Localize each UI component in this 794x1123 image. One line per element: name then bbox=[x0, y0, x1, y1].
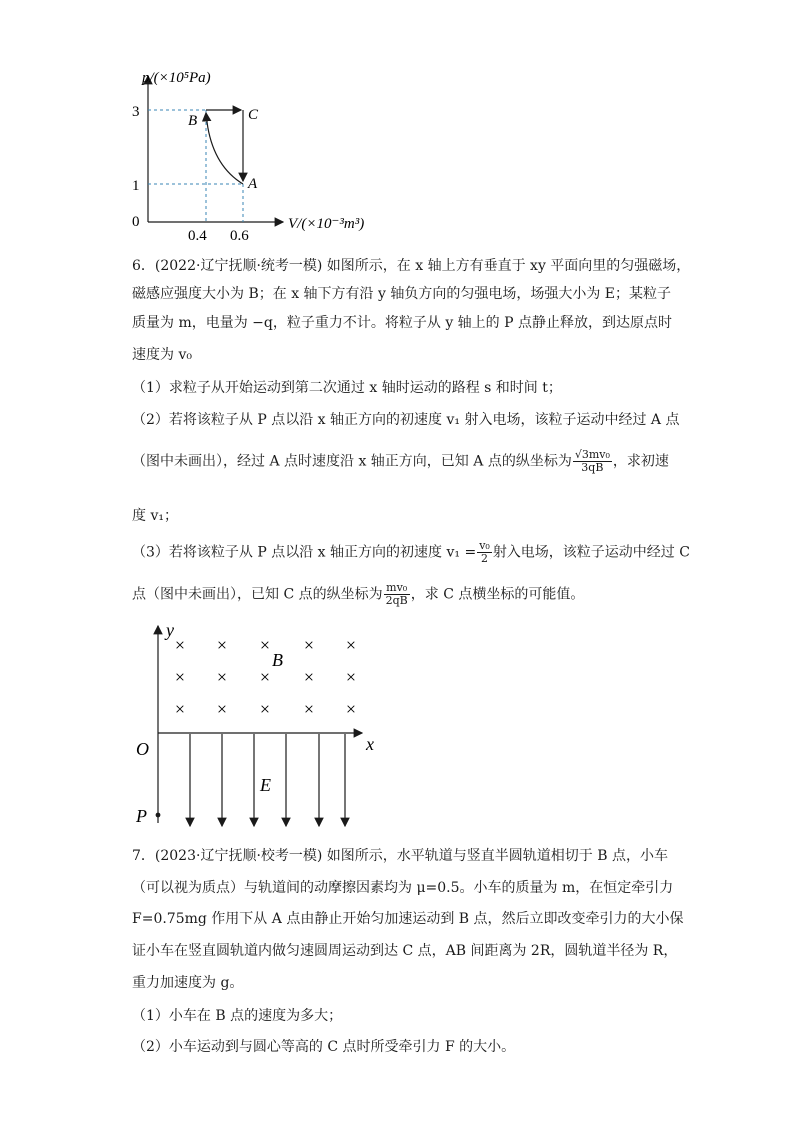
cross-mark: × bbox=[259, 667, 271, 687]
label-c: C bbox=[248, 107, 259, 123]
point-p-dot bbox=[156, 813, 161, 818]
tick-v04: 0.4 bbox=[188, 228, 207, 242]
q6-sub3-fraction2 bbox=[384, 582, 410, 607]
label-origin: O bbox=[136, 739, 149, 759]
cross-mark: × bbox=[303, 667, 315, 687]
q6-sub3-line1-b: 射入电场，该粒子运动中经过 C bbox=[492, 544, 690, 561]
magnetic-field-crosses bbox=[175, 635, 356, 719]
q6-sub2-line2 bbox=[132, 449, 669, 474]
tick-v06: 0.6 bbox=[230, 228, 249, 242]
cross-mark: × bbox=[303, 699, 315, 719]
pv-x-label: V/(×10⁻³m³) bbox=[288, 216, 365, 232]
label-point-p: P bbox=[136, 806, 147, 826]
cross-mark: × bbox=[345, 699, 357, 719]
tick-origin: 0 bbox=[132, 214, 140, 230]
q6-sub3-fraction1 bbox=[477, 540, 492, 565]
q6-sub2-frac-den: 3qB bbox=[581, 461, 604, 474]
tick-p3: 3 bbox=[132, 104, 140, 120]
cross-mark: × bbox=[216, 699, 228, 719]
tick-p1: 1 bbox=[132, 178, 140, 194]
cross-mark: × bbox=[174, 667, 186, 687]
pv-graph bbox=[128, 62, 398, 242]
label-x-axis: x bbox=[366, 734, 374, 754]
q6-sub3-line1-a: （3）若将该粒子从 P 点以沿 x 轴正方向的初速度 v₁ = bbox=[132, 544, 477, 561]
q6-line3: 质量为 m，电量为 −q，粒子重力不计。将粒子从 y 轴上的 P 点静止释放，到达原点时 bbox=[132, 315, 672, 331]
q7-sub1: （1）小车在 B 点的速度为多大； bbox=[132, 1008, 343, 1024]
q6-sub1: （1）求粒子从开始运动到第二次通过 x 轴时运动的路程 s 和时间 t； bbox=[132, 380, 562, 396]
q7-line3: F=0.75mg 作用下从 A 点由静止开始匀加速运动到 B 点，然后立即改变牵引力的大小保 bbox=[132, 911, 684, 927]
q7-line5: 重力加速度为 g。 bbox=[132, 975, 244, 991]
q6-line4: 速度为 v₀ bbox=[132, 347, 192, 363]
cross-mark: × bbox=[345, 635, 357, 655]
cross-mark: × bbox=[303, 635, 315, 655]
q6-sub3-frac1-num: v₀ bbox=[479, 539, 490, 552]
label-a: A bbox=[248, 176, 258, 192]
pv-y-label: p/(×10⁵Pa) bbox=[142, 70, 211, 86]
q6-sub2-line2-b: ，求初速 bbox=[612, 453, 669, 470]
label-field-b: B bbox=[272, 650, 283, 670]
cross-mark: × bbox=[259, 635, 271, 655]
cross-mark: × bbox=[174, 635, 186, 655]
field-diagram bbox=[132, 618, 392, 830]
q7-line4: 证小车在竖直圆轨道内做匀速圆周运动到达 C 点，AB 间距离为 2R，圆轨道半径为 R， bbox=[132, 943, 678, 959]
q6-sub2-line1: （2）若将该粒子从 P 点以沿 x 轴正方向的初速度 v₁ 射入电场，该粒子运动中经过 A 点 bbox=[132, 412, 680, 428]
cross-mark: × bbox=[174, 699, 186, 719]
q6-sub2-fraction bbox=[573, 449, 612, 474]
cross-mark: × bbox=[216, 635, 228, 655]
label-b: B bbox=[188, 113, 198, 129]
q6-sub2-line2-a: （图中未画出），经过 A 点时速度沿 x 轴正方向，已知 A 点的纵坐标为 bbox=[132, 453, 572, 470]
label-field-e: E bbox=[260, 775, 271, 795]
q7-line1: 7．(2023·辽宁抚顺·校考一模) 如图所示，水平轨道与竖直半圆轨道相切于 B 点，小车 bbox=[132, 848, 668, 864]
q6-line2: 磁感应强度大小为 B；在 x 轴下方有沿 y 轴负方向的匀强电场，场强大小为 E；某粒子 bbox=[132, 286, 672, 302]
cross-mark: × bbox=[345, 667, 357, 687]
q6-sub3-line2-b: ，求 C 点横坐标的可能值。 bbox=[410, 586, 585, 603]
q7-line2: （可以视为质点）与轨道间的动摩擦因素均为 μ=0.5。小车的质量为 m，在恒定牵引力 bbox=[132, 880, 674, 896]
q6-sub3-line2 bbox=[132, 582, 584, 607]
process-a-to-b bbox=[206, 113, 243, 184]
cross-mark: × bbox=[259, 699, 271, 719]
q6-sub3-frac2-den: 2qB bbox=[385, 594, 408, 607]
q6-sub3-frac2-num: mv₀ bbox=[384, 582, 410, 595]
cross-mark: × bbox=[216, 667, 228, 687]
q6-sub2-line3: 度 v₁； bbox=[132, 508, 178, 524]
q6-sub3-frac1-den: 2 bbox=[481, 552, 488, 565]
q6-sub3-line1 bbox=[132, 540, 690, 565]
label-y-axis: y bbox=[166, 620, 174, 640]
q6-sub2-frac-num: √3mv₀ bbox=[574, 448, 610, 461]
q6-sub3-line2-a: 点（图中未画出），已知 C 点的纵坐标为 bbox=[132, 586, 383, 603]
q6-line1: 6．(2022·辽宁抚顺·统考一模) 如图所示，在 x 轴上方有垂直于 xy 平面向里的匀强磁场， bbox=[132, 258, 691, 274]
q7-sub2: （2）小车运动到与圆心等高的 C 点时所受牵引力 F 的大小。 bbox=[132, 1039, 516, 1055]
